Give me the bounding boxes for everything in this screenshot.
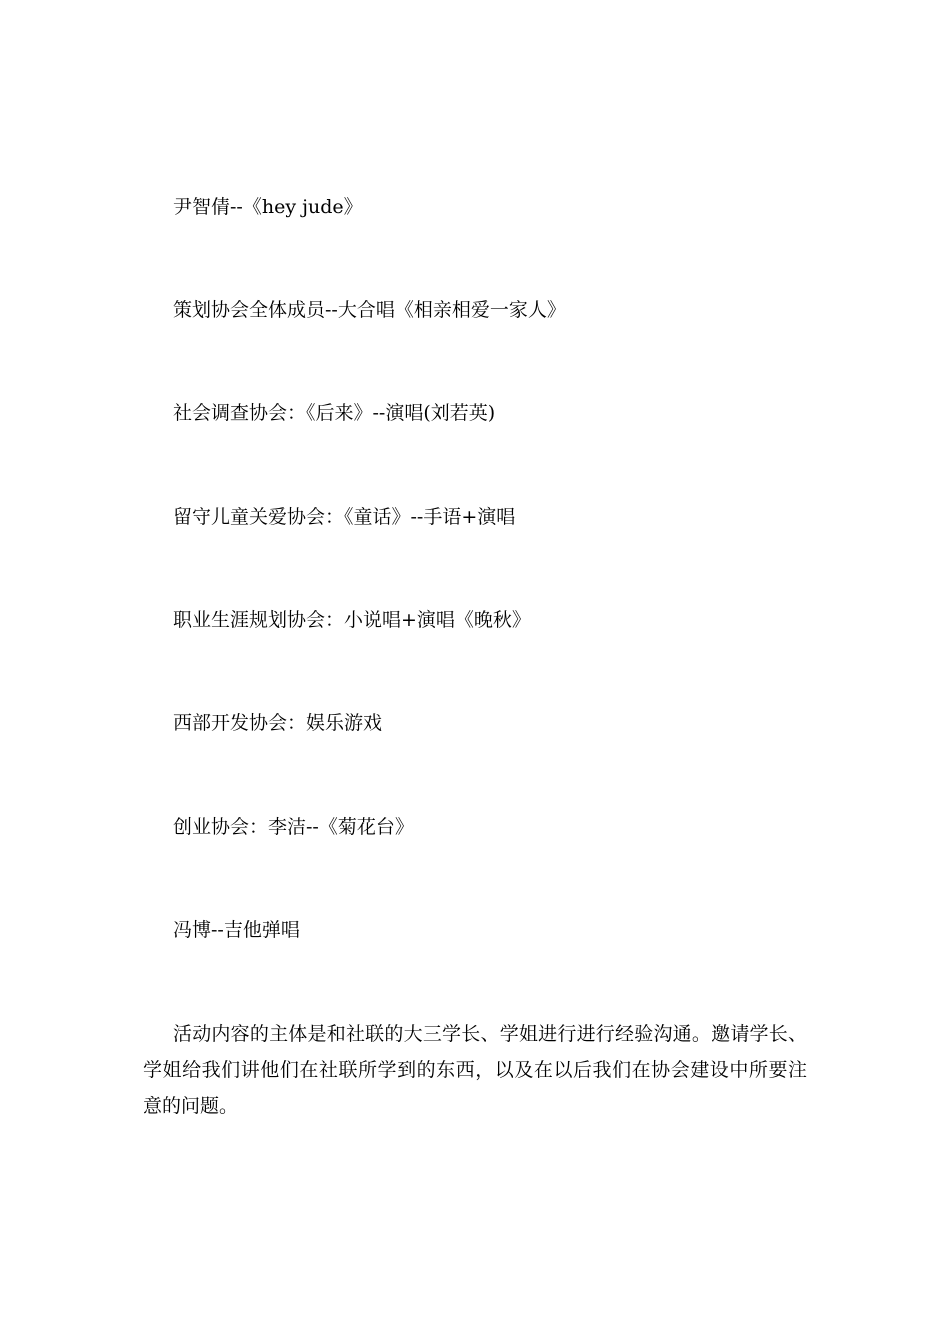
program-line-7: 创业协会：李洁--《菊花台》	[173, 816, 414, 838]
program-line-1: 尹智倩--《hey jude》	[173, 196, 363, 218]
program-line-8: 冯博--吉他弹唱	[173, 919, 300, 941]
program-line-3: 社会调查协会：《后来》--演唱(刘若英)	[173, 402, 496, 424]
program-line-5: 职业生涯规划协会：小说唱+演唱《晚秋》	[173, 609, 531, 631]
activity-paragraph: 活动内容的主体是和社联的大三学长、学姐进行进行经验沟通。邀请学长、学姐给我们讲他们在社联所学到的东西，以及在以后我们在协会建设中所要注意的问题。	[143, 1023, 807, 1117]
program-line-6: 西部开发协会：娱乐游戏	[173, 712, 383, 734]
program-line-4: 留守儿童关爱协会：《童话》--手语+演唱	[173, 506, 516, 528]
program-line-2: 策划协会全体成员--大合唱《相亲相爱一家人》	[173, 299, 566, 321]
